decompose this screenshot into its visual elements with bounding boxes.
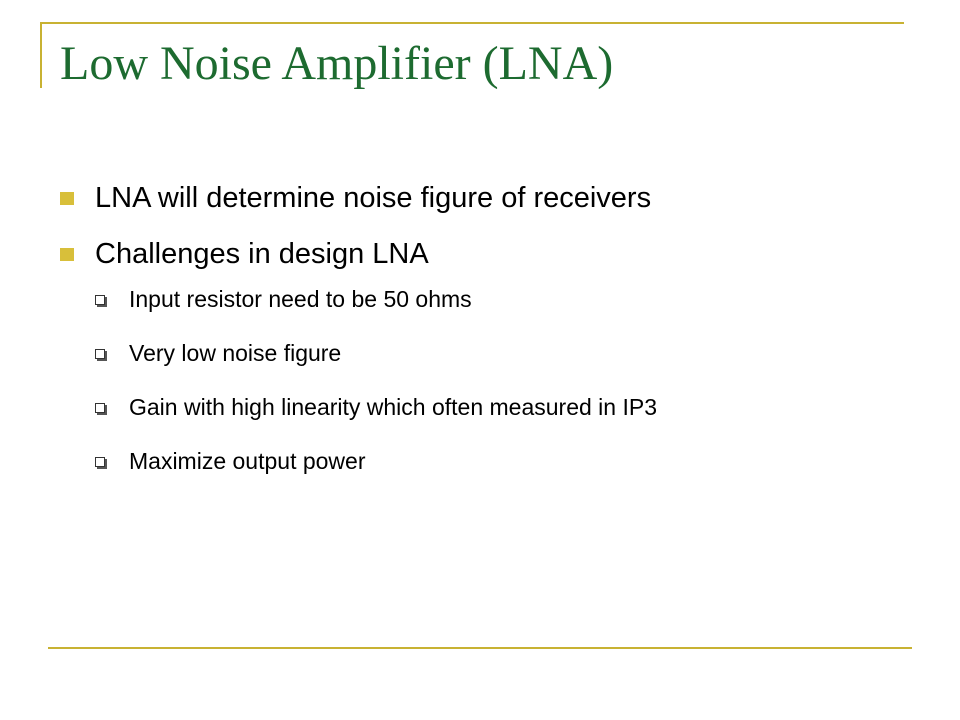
sub-bullet-item xyxy=(60,338,880,368)
bottom-rule xyxy=(48,647,912,649)
slide-body xyxy=(60,178,880,500)
hollow-square-icon xyxy=(95,403,105,413)
hollow-square-icon xyxy=(95,349,105,359)
filled-square-icon xyxy=(60,192,74,205)
sub-bullet-text: Maximize output power xyxy=(129,448,366,474)
left-rule xyxy=(40,22,42,88)
sub-bullet-text: Very low noise figure xyxy=(129,340,342,366)
sub-bullet-text: Input resistor need to be 50 ohms xyxy=(129,286,472,312)
sub-bullet-item xyxy=(60,446,880,476)
top-rule xyxy=(40,22,904,24)
slide-title: Low Noise Amplifier (LNA) xyxy=(60,37,614,90)
bullet-item xyxy=(60,178,880,218)
filled-square-icon xyxy=(60,248,74,261)
bullet-item xyxy=(60,234,880,274)
sub-bullet-text: Gain with high linearity which often measured in IP3 xyxy=(129,394,658,420)
bullet-text: Challenges in design LNA xyxy=(95,238,429,270)
hollow-square-icon xyxy=(95,457,105,467)
bullet-text: LNA will determine noise figure of receivers xyxy=(95,182,652,214)
sub-bullet-item xyxy=(60,392,880,422)
hollow-square-icon xyxy=(95,295,105,305)
sub-bullet-item xyxy=(60,284,880,314)
